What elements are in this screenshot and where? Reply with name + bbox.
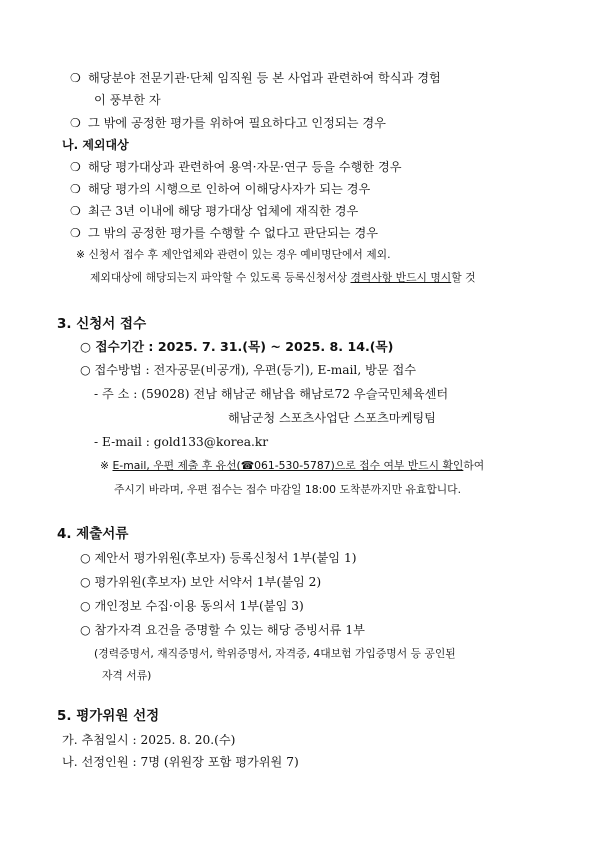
exclusion-heading: 나. 제외대상 bbox=[62, 138, 129, 152]
criteria-item-1: ❍ 해당분야 전문기관·단체 임직원 등 본 사업과 관련하여 학식과 경험 bbox=[70, 71, 441, 85]
receipt-note: ※ E-mail, 우편 제출 후 유선(☎061-530-5787)으로 접수 여부 반드시 확인하여 bbox=[100, 459, 485, 472]
document-item: ○ 평가위원(후보자) 보안 서약서 1부(붙임 2) bbox=[80, 575, 322, 589]
exclusion-item: ❍ 해당 평가대상과 관련하여 용역·자문·연구 등을 수행한 경우 bbox=[70, 160, 402, 174]
selection-count: 나. 선정인원 : 7명 (위원장 포함 평가위원 7) bbox=[62, 755, 299, 769]
section3-heading: 3. 신청서 접수 bbox=[57, 316, 147, 332]
exclusion-item: ❍ 그 밖의 공정한 평가를 수행할 수 없다고 판단되는 경우 bbox=[70, 226, 379, 240]
exclusion-note-cont: 제외대상에 해당되는지 파악할 수 있도록 등록신청서상 경력사항 반드시 명시할 것 bbox=[90, 271, 476, 284]
exclusion-item: ❍ 최근 3년 이내에 해당 평가대상 업체에 재직한 경우 bbox=[70, 204, 359, 218]
circle-bullet-icon: ❍ bbox=[70, 160, 81, 174]
section4-heading: 4. 제출서류 bbox=[57, 526, 129, 542]
receipt-method: ○ 접수방법 : 전자공문(비공개), 우편(등기), E-mail, 방문 접수 bbox=[80, 363, 417, 377]
receipt-note-cont: 주시기 바라며, 우편 접수는 접수 마감일 18:00 도착분까지만 유효합니다. bbox=[114, 483, 462, 496]
circle-bullet-icon: ❍ bbox=[70, 226, 81, 240]
receipt-period: ○ 접수기간 : 2025. 7. 31.(목) ~ 2025. 8. 14.(목) bbox=[80, 339, 394, 354]
document-examples-cont: 자격 서류) bbox=[102, 669, 152, 682]
document-examples: (경력증명서, 재직증명서, 학위증명서, 자격증, 4대보험 가입증명서 등 공인된 bbox=[94, 647, 456, 660]
exclusion-note: ※ 신청서 접수 후 제안업체와 관련이 있는 경우 예비명단에서 제외. bbox=[76, 248, 391, 261]
document-item: ○ 참가자격 요건을 증명할 수 있는 해당 증빙서류 1부 bbox=[80, 623, 365, 637]
circle-bullet-icon: ❍ bbox=[70, 116, 81, 130]
section5-heading: 5. 평가위원 선정 bbox=[57, 708, 160, 724]
receipt-email: - E-mail : gold133@korea.kr bbox=[94, 435, 269, 449]
reference-mark-icon: ※ bbox=[100, 459, 110, 472]
selection-date: 가. 추첨일시 : 2025. 8. 20.(수) bbox=[62, 733, 236, 747]
exclusion-item: ❍ 해당 평가의 시행으로 인하여 이해당사자가 되는 경우 bbox=[70, 182, 371, 196]
document-item: ○ 제안서 평가위원(후보자) 등록신청서 1부(붙임 1) bbox=[80, 551, 357, 565]
circle-bullet-icon: ❍ bbox=[70, 204, 81, 218]
circle-bullet-icon: ❍ bbox=[70, 182, 81, 196]
criteria-item-1-cont: 이 풍부한 자 bbox=[94, 93, 161, 107]
circle-bullet-icon: ❍ bbox=[70, 71, 81, 85]
criteria-item-2: ❍ 그 밖에 공정한 평가를 위하여 필요하다고 인정되는 경우 bbox=[70, 116, 386, 130]
receipt-address-cont: 해남군청 스포츠사업단 스포츠마케팅팀 bbox=[228, 411, 436, 425]
receipt-address: - 주 소 : (59028) 전남 해남군 해남읍 해남로72 우슬국민체육센터 bbox=[94, 387, 449, 401]
reference-mark-icon: ※ bbox=[76, 248, 86, 261]
document-item: ○ 개인정보 수집·이용 동의서 1부(붙임 3) bbox=[80, 599, 304, 613]
